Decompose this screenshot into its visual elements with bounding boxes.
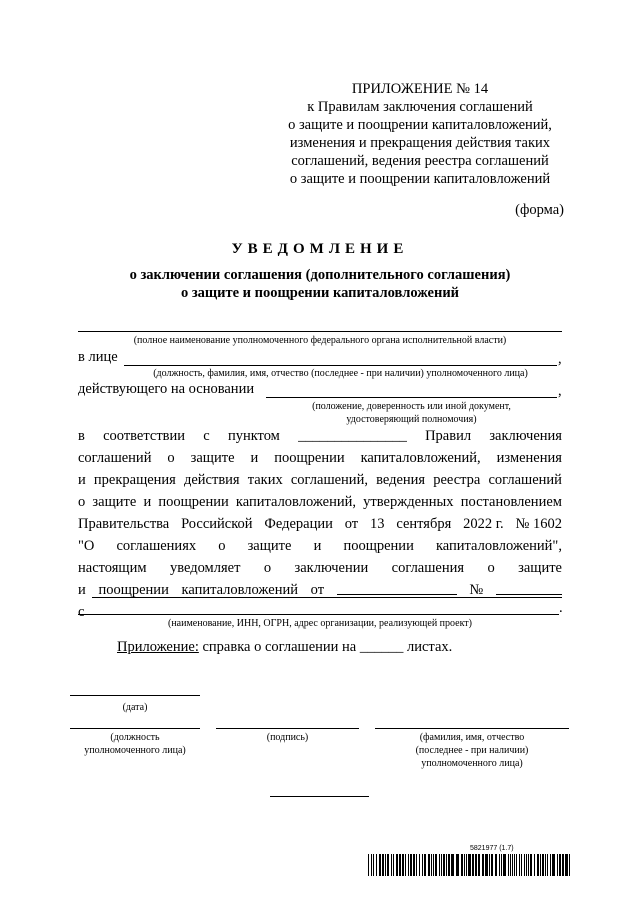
barcode-bar	[514, 854, 515, 876]
barcode-bar	[419, 854, 420, 876]
organization-field-continued[interactable]	[78, 614, 559, 615]
body-word: соглашений	[78, 450, 152, 466]
body-word: 2022 г.	[463, 516, 504, 532]
body-line	[78, 450, 562, 467]
body-word: ведения	[376, 472, 426, 488]
attachment-text: справка о соглашении на	[198, 639, 360, 655]
acting-basis-label: действующего на основании	[78, 381, 255, 397]
attachment-text-end: листах.	[403, 639, 453, 655]
organization-caption: (наименование, ИНН, ОГРН, адрес организации, реализующей проект)	[167, 618, 473, 629]
body-word: поощрении	[343, 538, 414, 554]
barcode-bar	[501, 854, 502, 876]
acting-basis-caption: (положение, доверенность или иной документ,	[312, 401, 511, 412]
document-subtitle	[80, 266, 560, 302]
barcode-bar	[405, 854, 406, 876]
barcode-bar	[512, 854, 513, 876]
barcode-bar	[510, 854, 511, 876]
authority-field[interactable]	[78, 331, 562, 332]
subtitle-line: о заключении соглашения (дополнительного соглашения)	[129, 267, 511, 283]
barcode-bar	[435, 854, 437, 876]
date-caption: (дата)	[122, 702, 148, 713]
barcode-bar	[466, 854, 467, 876]
barcode-bar	[537, 854, 539, 876]
body-word: Правил	[425, 428, 472, 444]
sheet-count-field[interactable]: ______	[359, 639, 404, 655]
body-word: настоящим	[78, 560, 147, 576]
barcode-bar	[456, 854, 459, 876]
barcode-bar	[385, 854, 386, 876]
body-word: поощрении	[98, 582, 169, 598]
barcode-bar	[461, 854, 463, 876]
barcode-bar	[379, 854, 381, 876]
position-caption-line: уполномоченного лица)	[84, 745, 186, 756]
barcode-bar	[519, 854, 520, 876]
body-word: № 1602	[515, 516, 562, 532]
body-word: капиталовложений	[181, 582, 298, 598]
barcode-bar	[508, 854, 509, 876]
body-word: таких	[247, 472, 283, 488]
form-label: (форма)	[515, 202, 564, 218]
document-title: УВЕДОМЛЕНИЕ	[231, 241, 409, 257]
comma: ,	[558, 351, 562, 367]
barcode-bar	[396, 854, 398, 876]
body-word: от	[310, 582, 325, 598]
number-sign: №	[469, 582, 484, 598]
body-word: утвержденных	[363, 494, 454, 510]
body-word: поощрении	[158, 494, 229, 510]
barcode-bar	[482, 854, 484, 876]
body-line	[78, 428, 562, 445]
comma: ,	[558, 383, 562, 399]
annex-line: изменения и прекращения действия таких	[289, 135, 551, 151]
attachment-label: Приложение:	[117, 639, 199, 655]
barcode-bar	[391, 854, 392, 876]
barcode-bar	[443, 854, 445, 876]
barcode-bar	[562, 854, 564, 876]
barcode-bar	[489, 854, 490, 876]
body-word: постановлением	[460, 494, 562, 510]
barcode-bar	[569, 854, 570, 876]
body-word: от	[344, 516, 359, 532]
body-word: и	[250, 450, 259, 466]
body-word: соглашения	[391, 560, 465, 576]
body-word: заключения	[489, 428, 562, 444]
barcode-bar	[428, 854, 430, 876]
barcode-bar	[495, 854, 497, 876]
annex-number: ПРИЛОЖЕНИЕ № 14	[351, 81, 489, 97]
body-word: соглашений,	[290, 472, 368, 488]
body-word: Российской	[181, 516, 253, 532]
subtitle-line: о защите и поощрении капиталовложений	[180, 285, 460, 301]
barcode-bar	[433, 854, 434, 876]
barcode-bar	[399, 854, 401, 876]
body-word: Федерации	[264, 516, 333, 532]
body-word: заключении	[294, 560, 369, 576]
body-word: и	[143, 494, 152, 510]
barcode-bar	[464, 854, 465, 876]
annex-line: к Правилам заключения соглашений	[307, 99, 533, 115]
annex-line: о защите и поощрении капиталовложений,	[288, 117, 552, 133]
body-word: соглашениях	[116, 538, 197, 554]
barcode-bar	[552, 854, 555, 876]
barcode-bar	[503, 854, 506, 876]
barcode-bar	[382, 854, 384, 876]
body-word: защите	[518, 560, 562, 576]
full-name-caption-line: (фамилия, имя, отчество	[419, 732, 525, 743]
barcode-bar	[451, 854, 454, 876]
barcode-bar	[472, 854, 474, 876]
body-word: и	[78, 472, 86, 488]
barcode-bar	[373, 854, 374, 876]
annex-header	[280, 80, 560, 188]
barcode-bar	[557, 854, 558, 876]
barcode-bar	[408, 854, 409, 876]
body-word: пунктом	[227, 428, 280, 444]
barcode-number: 5821977 (1.7)	[470, 845, 514, 852]
barcode-bar	[410, 854, 412, 876]
body-word: и	[313, 538, 322, 554]
barcode-bar	[439, 854, 440, 876]
represented-by-label: в лице	[78, 349, 118, 365]
body-line	[78, 472, 562, 489]
barcode-bar	[368, 854, 369, 876]
full-name-caption	[375, 731, 569, 770]
body-word: Правительства	[78, 516, 170, 532]
body-word: о	[487, 560, 495, 576]
body-line	[78, 516, 562, 533]
represented-by-caption: (должность, фамилия, имя, отчество (последнее - при наличии) уполномоченного лица)	[153, 368, 528, 379]
barcode-image	[368, 854, 570, 876]
barcode-bar	[530, 854, 532, 876]
body-word: сентября	[396, 516, 452, 532]
position-caption	[65, 731, 205, 757]
barcode-bar	[491, 854, 493, 876]
barcode-bar	[540, 854, 541, 876]
body-word: уведомляет	[169, 560, 241, 576]
signature-field[interactable]	[216, 728, 359, 729]
barcode-bar	[526, 854, 527, 876]
body-word: защите	[190, 450, 235, 466]
barcode-bar	[422, 854, 423, 876]
barcode-bar	[441, 854, 442, 876]
barcode-bar	[376, 854, 377, 876]
period: .	[559, 600, 563, 616]
body-word: прекращения	[93, 472, 176, 488]
barcode-bar	[485, 854, 488, 876]
annex-line: о защите и поощрении капиталовложений	[289, 171, 551, 187]
body-word: о	[78, 494, 86, 510]
barcode-bar	[424, 854, 426, 876]
body-line	[78, 538, 562, 555]
body-word: в	[78, 428, 85, 444]
body-word: о	[167, 450, 175, 466]
signature-caption: (подпись)	[266, 732, 309, 743]
barcode-bar	[448, 854, 450, 876]
barcode-bar	[416, 854, 417, 876]
body-word: соглашений	[488, 472, 562, 488]
barcode-bar	[521, 854, 522, 876]
barcode-bar	[545, 854, 546, 876]
barcode-bar	[468, 854, 471, 876]
body-word: капиталовложений,	[235, 494, 357, 510]
organization-field[interactable]	[92, 597, 562, 598]
barcode-bar	[393, 854, 394, 876]
body-line	[78, 494, 562, 511]
body-word: о	[263, 560, 272, 576]
agreement-number-field[interactable]	[496, 582, 562, 595]
body-word: "О	[78, 538, 95, 554]
body-word[interactable]: _______________	[298, 428, 407, 444]
position-caption-line: (должность	[110, 732, 160, 743]
stamp-line	[270, 796, 369, 797]
barcode-bar	[371, 854, 372, 876]
represented-by-field[interactable]	[124, 365, 557, 366]
authority-caption: (полное наименование уполномоченного федерального органа исполнительной власти)	[133, 335, 507, 346]
barcode-bar	[542, 854, 544, 876]
agreement-date-field[interactable]	[337, 582, 457, 595]
acting-basis-caption: удостоверяющий полномочия)	[346, 414, 477, 425]
body-word: поощрении	[274, 450, 345, 466]
acting-basis-field[interactable]	[266, 397, 557, 398]
body-word: капиталовложений,	[360, 450, 481, 466]
body-word: капиталовложений",	[435, 538, 562, 554]
attachment-line	[117, 639, 452, 656]
barcode-bar	[547, 854, 548, 876]
barcode-bar	[550, 854, 551, 876]
body-word: защите	[247, 538, 292, 554]
barcode-bar	[524, 854, 525, 876]
barcode-bar	[516, 854, 517, 876]
barcode-bar	[528, 854, 529, 876]
body-word: с	[203, 428, 210, 444]
barcode-bar	[478, 854, 480, 876]
date-field[interactable]	[70, 695, 200, 696]
body-line	[78, 560, 562, 577]
barcode-bar	[499, 854, 500, 876]
with-label: с	[78, 604, 85, 620]
body-word: и	[78, 582, 86, 598]
body-word: 13	[369, 516, 385, 532]
full-name-field[interactable]	[375, 728, 569, 729]
barcode-bar	[534, 854, 535, 876]
annex-line: соглашений, ведения реестра соглашений	[291, 153, 549, 169]
body-word: действия	[183, 472, 240, 488]
barcode-bar	[559, 854, 561, 876]
position-field[interactable]	[70, 728, 200, 729]
barcode-bar	[565, 854, 568, 876]
body-word: о	[218, 538, 226, 554]
body-word: реестра	[433, 472, 481, 488]
body-word: защите	[92, 494, 137, 510]
full-name-caption-line: (последнее - при наличии)	[415, 745, 529, 756]
full-name-caption-line: уполномоченного лица)	[421, 758, 523, 769]
barcode-bar	[475, 854, 477, 876]
barcode-bar	[413, 854, 415, 876]
barcode-bar	[402, 854, 404, 876]
barcode-bar	[446, 854, 447, 876]
body-word: изменения	[496, 450, 562, 466]
barcode-bar	[387, 854, 389, 876]
body-word: соответствии	[103, 428, 186, 444]
barcode-bar	[431, 854, 432, 876]
